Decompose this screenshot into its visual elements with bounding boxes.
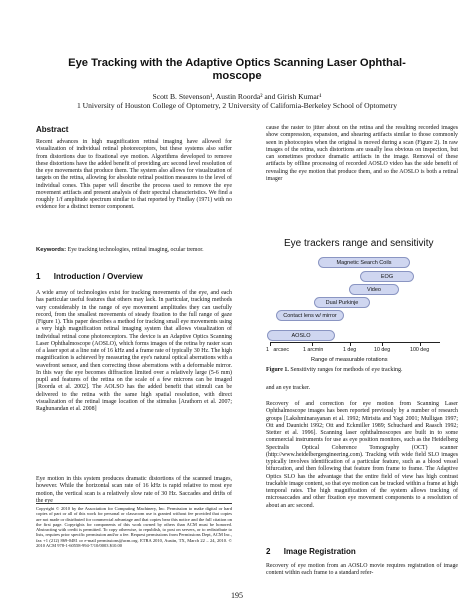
figure-title: Eye trackers range and sensitivity bbox=[284, 238, 434, 249]
tick-label-10-deg: 10 deg bbox=[374, 347, 391, 353]
paper-title bbox=[20, 57, 454, 83]
keywords bbox=[36, 247, 232, 254]
figure-caption bbox=[266, 367, 458, 374]
copyright-notice: Copyright © 2010 by the Association for Computing Machinery, Inc. Permission to make digital or hard copies of part or all of this work for personal or classroom use is granted without fee provided that copies are not made or distributed for commercial advantage and that copies bear this notice and the full citation on the first page. Copyrights for components of this work owned by others than ACM must be honored. Abstracting with credit is permitted. To copy otherwise, to republish, to post on servers, or to redistribute to lists, requires prior specific permission and/or a fee. Request permissions from Permissions Dept, ACM Inc., fax +1 (212) 869-0481 or e-mail permissions@acm.org. ETRA 2010, Austin, TX, March 22 – 24, 2010. © 2010 ACM 978-1-60558-994-7/10/0003 $10.00 bbox=[36, 506, 232, 549]
affiliations: 1 University of Houston College of Optometry, 2 University of California-Berkeley School of Optometry bbox=[76, 101, 398, 110]
tick-label-100-deg: 100 deg bbox=[410, 347, 430, 353]
bar-video: Video bbox=[349, 284, 399, 295]
bar-eog: EOG bbox=[360, 271, 414, 282]
paper-title-line1: Eye Tracking with the Adaptive Optics Scanning Laser Ophthal- bbox=[68, 57, 406, 69]
range-axis bbox=[270, 342, 440, 343]
bar-aoslo: AOSLO bbox=[267, 330, 335, 341]
abstract-text: Recent advances in high magnification retinal imaging have allowed for visualization of individual retinal photoreceptors, but these systems also suffer from distortions due to fixational eye motion. Algorithms developed to remove these distortions have the added benefit of providing arc second level resolution of the eye movements that produce them. The system also allows for visualization of targets on the retina, allowing for absolute retinal position measures to the level of individual cones. This paper will describe the process used to remove the eye movement artifacts and present analysis of their spectral characteristics. We find a roughly 1/f amplitude spectrum similar to that reported by Findlay (1971) with no evidence for a distinct tremor component. bbox=[36, 139, 232, 211]
tick-label-1-deg: 1 deg bbox=[343, 347, 357, 353]
tick-10-deg bbox=[382, 342, 383, 346]
tick-1-deg bbox=[350, 342, 351, 346]
keywords-text: Eye tracking technologies, retinal imaging, ocular tremor. bbox=[67, 247, 204, 253]
tick-100-deg bbox=[420, 342, 421, 346]
axis-label: Range of measurable rotations bbox=[311, 357, 388, 363]
section1-heading: 1 Introduction / Overview bbox=[36, 272, 143, 281]
section2-para1: Recovery of eye motion from an AOSLO movie requires registration of image content within each frame to a standard refer- bbox=[266, 563, 458, 577]
bar-contact-lens: Contact lens w/ mirror bbox=[276, 310, 344, 321]
abstract-heading: Abstract bbox=[36, 125, 69, 134]
bar-dual-purkinje: Dual Purkinje bbox=[314, 297, 370, 308]
section2-heading: 2 Image Registration bbox=[266, 547, 356, 556]
tick-1-arcmin bbox=[312, 342, 313, 346]
tick-label-1-arcsec: 1 arcsec bbox=[266, 347, 289, 353]
figure-caption-label: Figure 1. bbox=[266, 367, 289, 373]
right-col-para1: cause the raster to jitter about on the retina and the resulting recorded images show compression, expansion, and shearing artifacts similar to those commonly seen in photocopies when the original is moved during a scan (Figure 2). In raw images of the retina, such distortions are usually less obvious on inspection, but can sometimes produce dramatic artifacts in the image. Removal of these artifacts by offline processing of recorded AOSLO video has the side benefit of revealing the eye motion that produce them, and so the AOSLO is both a retinal imager bbox=[266, 125, 458, 182]
right-col-para3: Recovery of and correction for eye motion from Scanning Laser Ophthalmoscope images has been reported previously by a number of research groups [Lakshminarayanan et al. 1992; Mirisita and Yagi 2001; Mulligan 1997; Ott and Daunicht 1992; Ott and Eckmiller 1989; Schuchard and Raasch 1992; Stetter et al. 1996]. Scanning laser ophthalmoscopes are built in to some commercial instruments for use as eye position monitors, such as the Heidelberg Spectralis Optical Coherence Tomography (OCT) scanner (http://www.heidelbergengineering.com). Tracking with wide field SLO images typically involves identification of a particular feature, such as a blood vessel bifurcation, and then following that feature from frame to frame. The Adaptive Optics SLO has the advantage that the entire field of view has high contrast trackable image content, so that eye motion can be tracked within a frame at high temporal rates. The high magnification of the system allows tracking of microsaccades and other fixation eye movement components to a resolution of about an arc second. bbox=[266, 401, 458, 509]
footnote-rule bbox=[36, 503, 232, 504]
bar-magnetic-search-coils: Magnetic Search Coils bbox=[318, 257, 410, 268]
right-col-para2: and an eye tracker. bbox=[266, 385, 311, 391]
figure-caption-text: Sensitivity ranges for methods of eye tracking. bbox=[288, 367, 403, 373]
page-number: 195 bbox=[231, 591, 243, 600]
paper-title-line2: moscope bbox=[212, 70, 262, 82]
authors: Scott B. Stevenson¹, Austin Roorda² and Girish Kumar¹ bbox=[152, 92, 322, 101]
tick-1-arcsec bbox=[270, 342, 271, 346]
tick-label-1-arcmin: 1 arcmin bbox=[303, 347, 324, 353]
section1-para1: A wide array of technologies exist for tracking movements of the eye, and each has particular useful features that others may lack. In particular, tracking methods vary considerably in the range of eye movement amplitudes they can usefully record, from the smallest movements of steady fixation to the full range of gaze (Figure 1). This paper describes a method for tracking small eye movements using a very high magnification retinal imaging system that allows visualization of individual retinal cone photoreceptors. The device is an Adaptive Optics Scanning Laser Ophthalmoscope (AOSLO), which forms images of the retina by raster scan of a laser spot at a line rate of 16 kHz and a frame rate of typically 30 Hz. The high magnification is achieved by measuring the eye's natural optical aberrations with a wavefront sensor, and then correcting those aberrations with a deformable mirror. In this way the eye becomes diffraction limited over a relatively large (5-6 mm) pupil and features of the retina on the scale of a few microns can be imaged [Roorda et al. 2002]. The AOLSO has the added benefit that stimuli can be delivered to the retina with the same high spatial resolution, with direct visualization of the retinal image location of the stimulus [Arathorn et al. 2007; Raghunandan et al. 2008] bbox=[36, 290, 233, 412]
keywords-label: Keywords: bbox=[36, 247, 67, 253]
section1-para2: Eye motion in this system produces dramatic distortions of the scanned images, however. While the horizontal scan rate of 16 kHz is rapid relative to most eye motion, the vertical scan is a relatively slow rate of 30 Hz. Saccades and drifts of the eye bbox=[36, 476, 232, 504]
